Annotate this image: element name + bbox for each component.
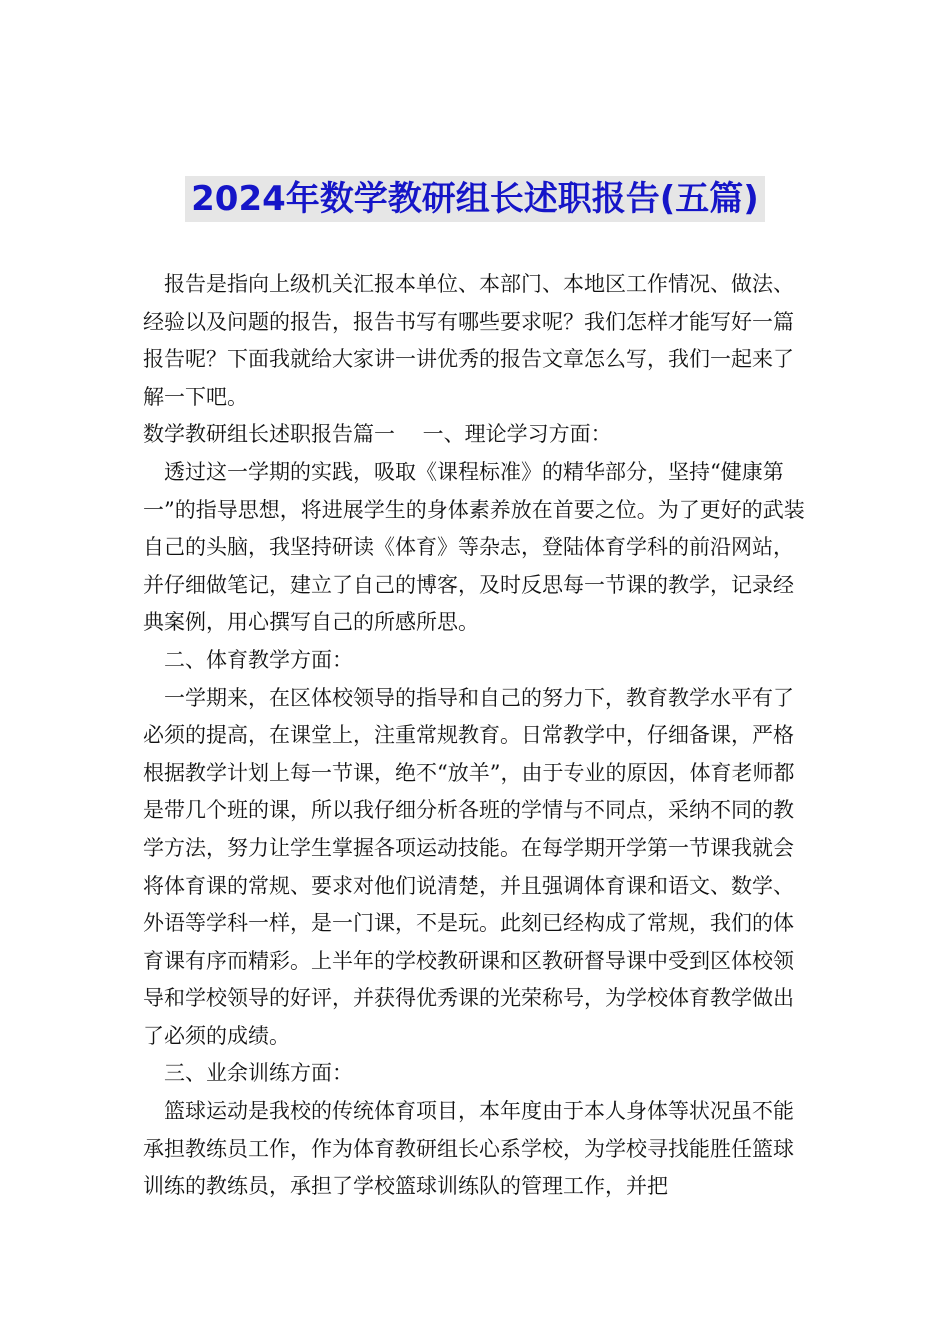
document-title: 2024年数学教研组长述职报告(五篇) — [185, 176, 765, 222]
theory-study-paragraph: 透过这一学期的实践，吸取《课程标准》的精华部分，坚持“健康第一”的指导思想，将进展学生的身体素养放在首要之位。为了更好的武装自己的头脑，我坚持研读《体育》等杂志，登陆体育学科的前沿网站，并仔细做笔记，建立了自己的博客，及时反思每一节课的教学，记录经典案例，用心撰写自己的所感所思。 — [143, 459, 805, 635]
document-body — [143, 266, 813, 1206]
section-heading-pe-teaching: 二、体育教学方面： — [164, 647, 353, 672]
title-container — [0, 176, 950, 222]
training-paragraph: 篮球运动是我校的传统体育项目，本年度由于本人身体等状况虽不能承担教练员工作，作为体育教研组长心系学校，为学校寻找能胜任篮球训练的教练员，承担了学校篮球训练队的管理工作，并把 — [143, 1099, 794, 1199]
pe-teaching-paragraph: 一学期来，在区体校领导的指导和自己的努力下，教育教学水平有了必须的提高，在课堂上，注重常规教育。日常教学中，仔细备课，严格根据教学计划上每一节课，绝不“放羊”，由于专业的原因，体育老师都是带几个班的课，所以我仔细分析各班的学情与不同点，采纳不同的教学方法，努力让学生掌握各项运动技能。在每学期开学第一节课我就会将体育课的常规、要求对他们说清楚，并且强调体育课和语文、数学、外语等学科一样，是一门课，不是玩。此刻已经构成了常规，我们的体育课有序而精彩。上半年的学校教研课和区教研督导课中受到区体校领导和学校领导的好评，并获得优秀课的光荣称号，为学校体育教学做出了必须的成绩。 — [143, 685, 795, 1048]
section-heading-report-1: 数学教研组长述职报告篇一 一、理论学习方面： — [143, 422, 612, 447]
intro-paragraph: 报告是指向上级机关汇报本单位、本部门、本地区工作情况、做法、经验以及问题的报告，报告书写有哪些要求呢？我们怎样才能写好一篇报告呢？下面我就给大家讲一讲优秀的报告文章怎么写，我们一起来了解一下吧。 — [143, 272, 794, 409]
section-heading-training: 三、业余训练方面： — [164, 1061, 353, 1086]
